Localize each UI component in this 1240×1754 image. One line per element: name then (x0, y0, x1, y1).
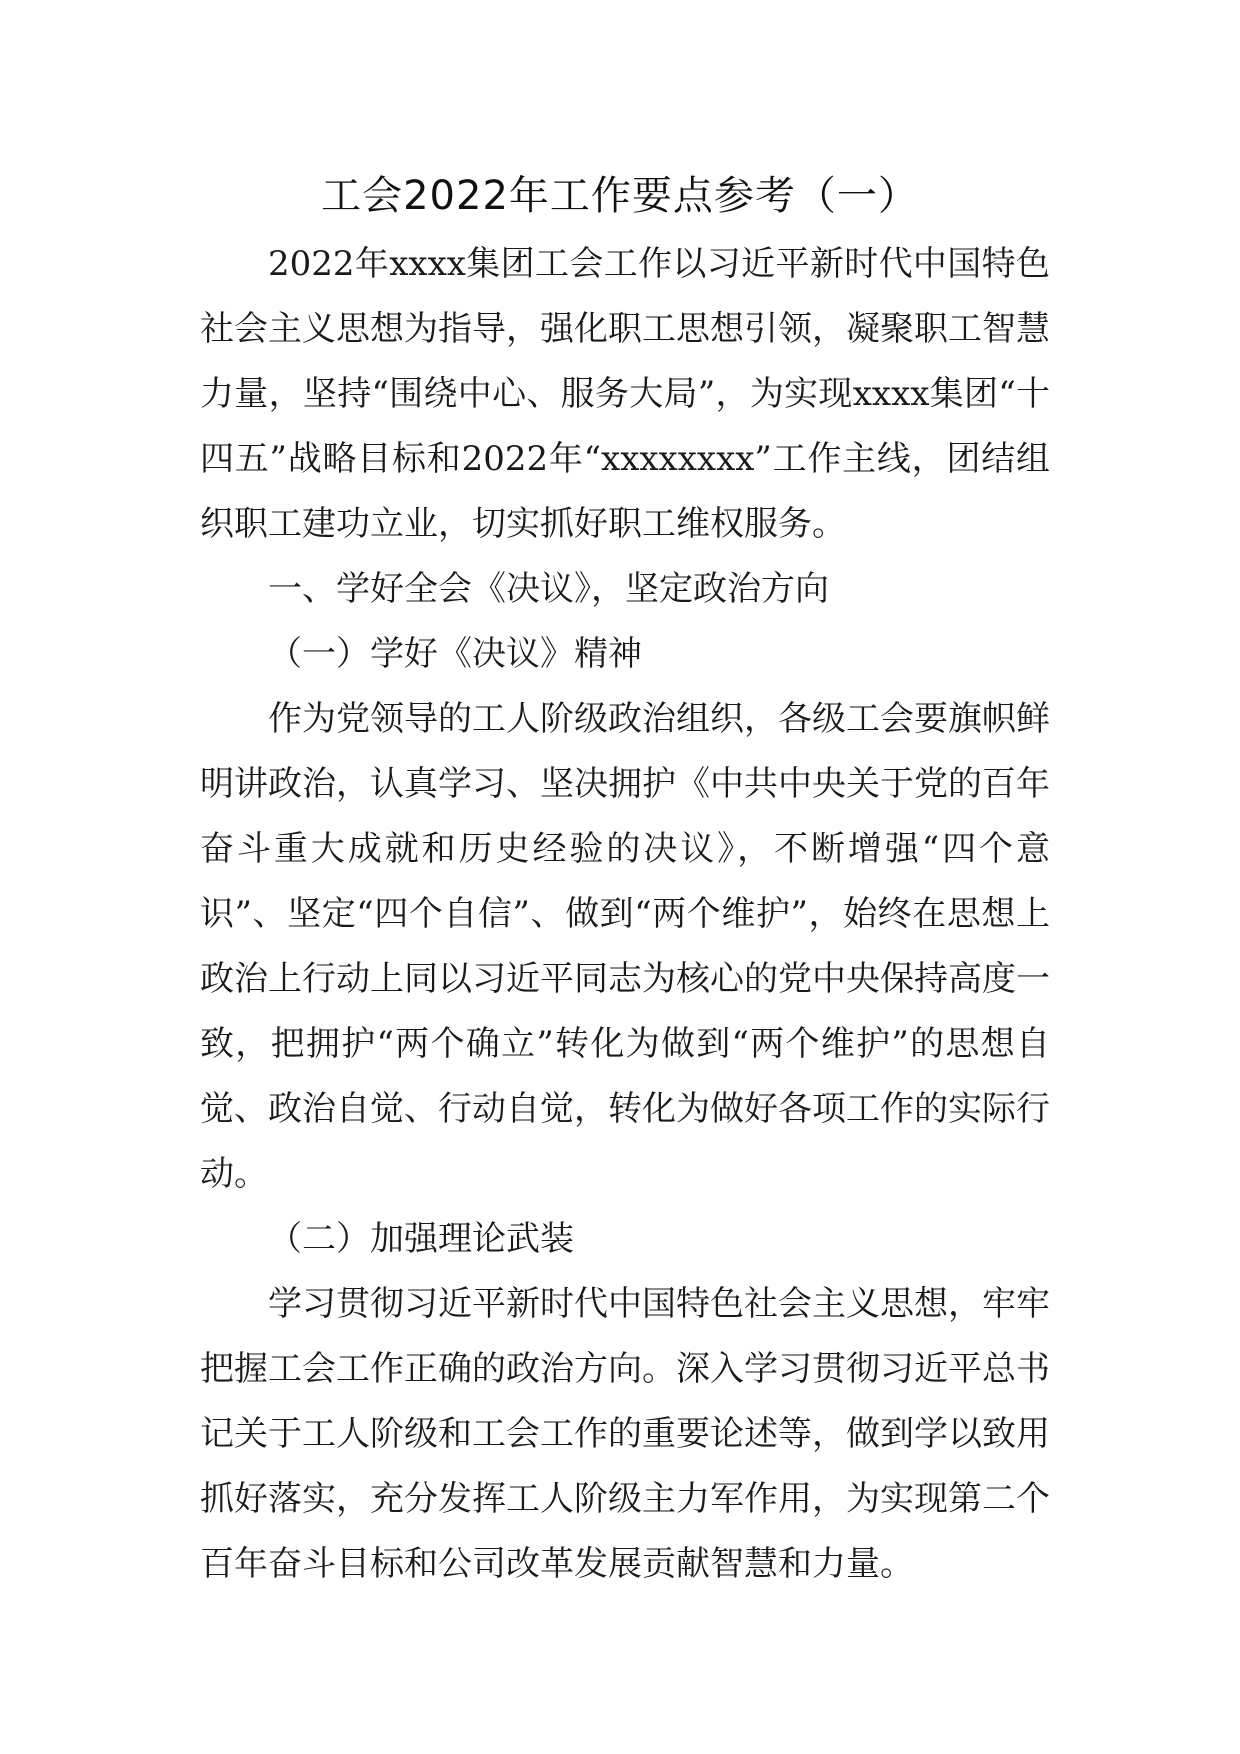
subsection-1-paragraph: 作为党领导的工人阶级政治组织，各级工会要旗帜鲜明讲政治，认真学习、坚决拥护《中共中央关于党的百年奋斗重大成就和历史经验的决议》，不断增强“四个意识”、坚定“四个自信”、做到“两个维护”，始终在思想上政治上行动上同以习近平同志为核心的党中央保持高度一致，把拥护“两个确立”转化为做到“两个维护”的思想自觉、政治自觉、行动自觉，转化为做好各项工作的实际行动。 (200, 699, 1050, 1194)
subsection-2-paragraph: 学习贯彻习近平新时代中国特色社会主义思想，牢牢把握工会工作正确的政治方向。深入学习贯彻习近平总书记关于工人阶级和工会工作的重要论述等，做到学以致用抓好落实，充分发挥工人阶级主力军作用，为实现第二个百年奋斗目标和公司改革发展贡献智慧和力量。 (200, 1284, 1050, 1584)
subsection-1-heading: （一）学好《决议》精神 (268, 634, 642, 674)
document-body (200, 232, 1050, 1597)
intro-paragraph: 2022年xxxx集团工会工作以习近平新时代中国特色社会主义思想为指导，强化职工思想引领，凝聚职工智慧力量，坚持“围绕中心、服务大局”，为实现xxxx集团“十四五”战略目标和2022年“xxxxxxxx”工作主线，团结组织职工建功立业，切实抓好职工维权服务。 (200, 244, 1050, 544)
section-1-heading: 一、学好全会《决议》，坚定政治方向 (268, 569, 829, 609)
document-title: 工会2022年工作要点参考（一） (321, 173, 919, 219)
subsection-2-heading: （二）加强理论武装 (268, 1219, 574, 1259)
